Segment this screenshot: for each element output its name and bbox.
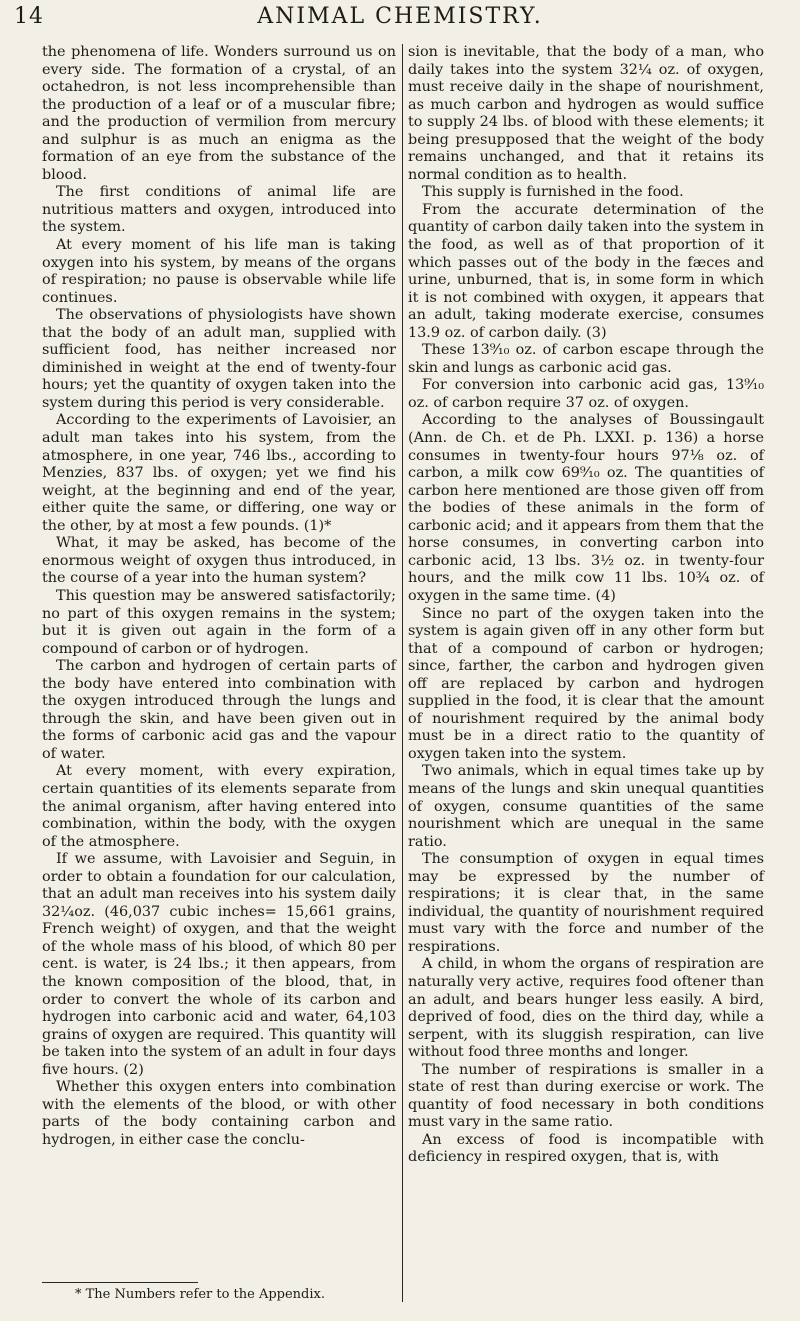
right-column [408,44,764,1167]
left-column [42,44,396,1149]
paragraph: the phenomena of life. Wonders surround us on every side. The formation of a crystal, of an octahedron, is not less incomprehensible than the production of a leaf or of a muscular fibre; and the production of vermilion from mercury and sulphur is as much an enigma as the formation of an eye from the substance of the blood. [42,44,396,183]
page-number: 14 [14,4,44,29]
paragraph: What, it may be asked, has become of the enormous weight of oxygen thus introduced, in the course of a year into the human system? [42,535,396,587]
paragraph: The carbon and hydrogen of certain parts of the body have entered into combination with the oxygen introduced through the lungs and through the skin, and have been given out in the forms of carbonic acid gas and the vapour of water. [42,658,396,762]
paragraph: A child, in whom the organs of respiration are naturally very active, requires food oftener than an adult, and bears hunger less easily. A bird, deprived of food, dies on the third day, while a serpent, with its sluggish respiration, can live without food three months and longer. [408,956,764,1061]
page-header [0,0,800,40]
footnote-rule [42,1282,198,1283]
paragraph: According to the analyses of Boussingault (Ann. de Ch. et de Ph. LXXI. p. 136) a horse consumes in twenty-four hours 97⅛ oz. of carbon, a milk cow 69⁹⁄₁₀ oz. The quantities of carbon here mentioned are those given off from the bodies of these animals in the form of carbonic acid; and it appears from them that the horse consumes, in converting carbon into carbonic acid, 13 lbs. 3½ oz. in twenty-four hours, and the milk cow 11 lbs. 10¾ oz. of oxygen in the same time. (4) [408,412,764,604]
paragraph: According to the experiments of Lavoisier, an adult man takes into his system, from the atmosphere, in one year, 746 lbs., according to Menzies, 837 lbs. of oxygen; yet we find his weight, at the beginning and end of the year, either quite the same, or differing, one way or the other, by at most a few pounds. (1)* [42,412,396,534]
paragraph: This supply is furnished in the food. [422,184,684,201]
paragraph: At every moment of his life man is taking oxygen into his system, by means of the organs of respiration; no pause is observable while life continues. [42,237,396,306]
paragraph: The consumption of oxygen in equal times may be expressed by the number of respirations; it is clear that, in the same individual, the quantity of nourishment required must vary with the force and number of the respirations. [408,851,764,955]
paragraph: At every moment, with every expiration, certain quantities of its elements separate from the animal organism, after having entered into combination, within the body, with the oxygen of the atmosphere. [42,763,396,850]
footnote: * The Numbers refer to the Appendix. [74,1287,325,1302]
paragraph: Since no part of the oxygen taken into the system is again given off in any other form but that of a compound of carbon or hydrogen; since, farther, the carbon and hydrogen given off are replaced by carbon and hydrogen supplied in the food, it is clear that the amount of nourishment required by the animal body must be in a direct ratio to the quantity of oxygen taken into the system. [408,605,764,762]
paragraph: sion is inevitable, that the body of a man, who daily takes into the system 32¼ oz. of oxygen, must receive daily in the shape of nourishment, as much carbon and hydrogen as would suffice to supply 24 lbs. of blood with these elements; it being presupposed that the weight of the body remains unchanged, and that it retains its normal condition as to health. [408,44,764,183]
paragraph: The number of respirations is smaller in a state of rest than during exercise or work. The quantity of food necessary in both conditions must vary in the same ratio. [408,1061,764,1131]
running-title: ANIMAL CHEMISTRY. [257,4,543,29]
paragraph: Two animals, which in equal times take up by means of the lungs and skin unequal quantities of oxygen, consume quantities of the same nourishment which are unequal in the same ratio. [408,763,764,850]
paragraph: Whether this oxygen enters into combination with the elements of the blood, or with other parts of the body containing carbon and hydrogen, in either case the conclu- [42,1079,396,1148]
paragraph: The observations of physiologists have shown that the body of an adult man, supplied with sufficient food, has neither increased nor diminished in weight at the end of twenty-four hours; yet the quantity of oxygen taken into the system during this period is very considerable. [42,307,396,411]
paragraph: These 13⁹⁄₁₀ oz. of carbon escape through the skin and lungs as carbonic acid gas. [408,342,764,376]
paragraph: This question may be answered satisfactorily; no part of this oxygen remains in the system; but it is given out again in the form of a compound of carbon or of hydrogen. [42,587,396,657]
paragraph: The first conditions of animal life are nutritious matters and oxygen, introduced into the system. [42,184,396,236]
paragraph: If we assume, with Lavoisier and Seguin, in order to obtain a foundation for our calculation, that an adult man receives into his system daily 32¼oz. (46,037 cubic inches= 15,661 grains, French weight) of oxygen, and that the weight of the whole mass of his blood, of which 80 per cent. is water, is 24 lbs.; it then appears, from the known composition of the blood, that, in order to convert the whole of its carbon and hydrogen into carbonic acid and water, 64,103 grains of oxygen are required. This quantity will be taken into the system of an adult in four days five hours. (2) [42,851,396,1078]
paragraph: For conversion into carbonic acid gas, 13⁹⁄₁₀ oz. of carbon require 37 oz. of oxygen. [408,377,764,411]
paragraph: From the accurate determination of the quantity of carbon daily taken into the system in the food, as well as of that proportion of it which passes out of the body in the fæces and urine, unburned, that is, in some form in which it is not combined with oxygen, it appears that an adult, taking moderate exercise, consumes 13.9 oz. of carbon daily. (3) [408,201,764,341]
column-divider [402,44,403,1302]
paragraph: An excess of food is incompatible with deficiency in respired oxygen, that is, with [408,1131,764,1166]
